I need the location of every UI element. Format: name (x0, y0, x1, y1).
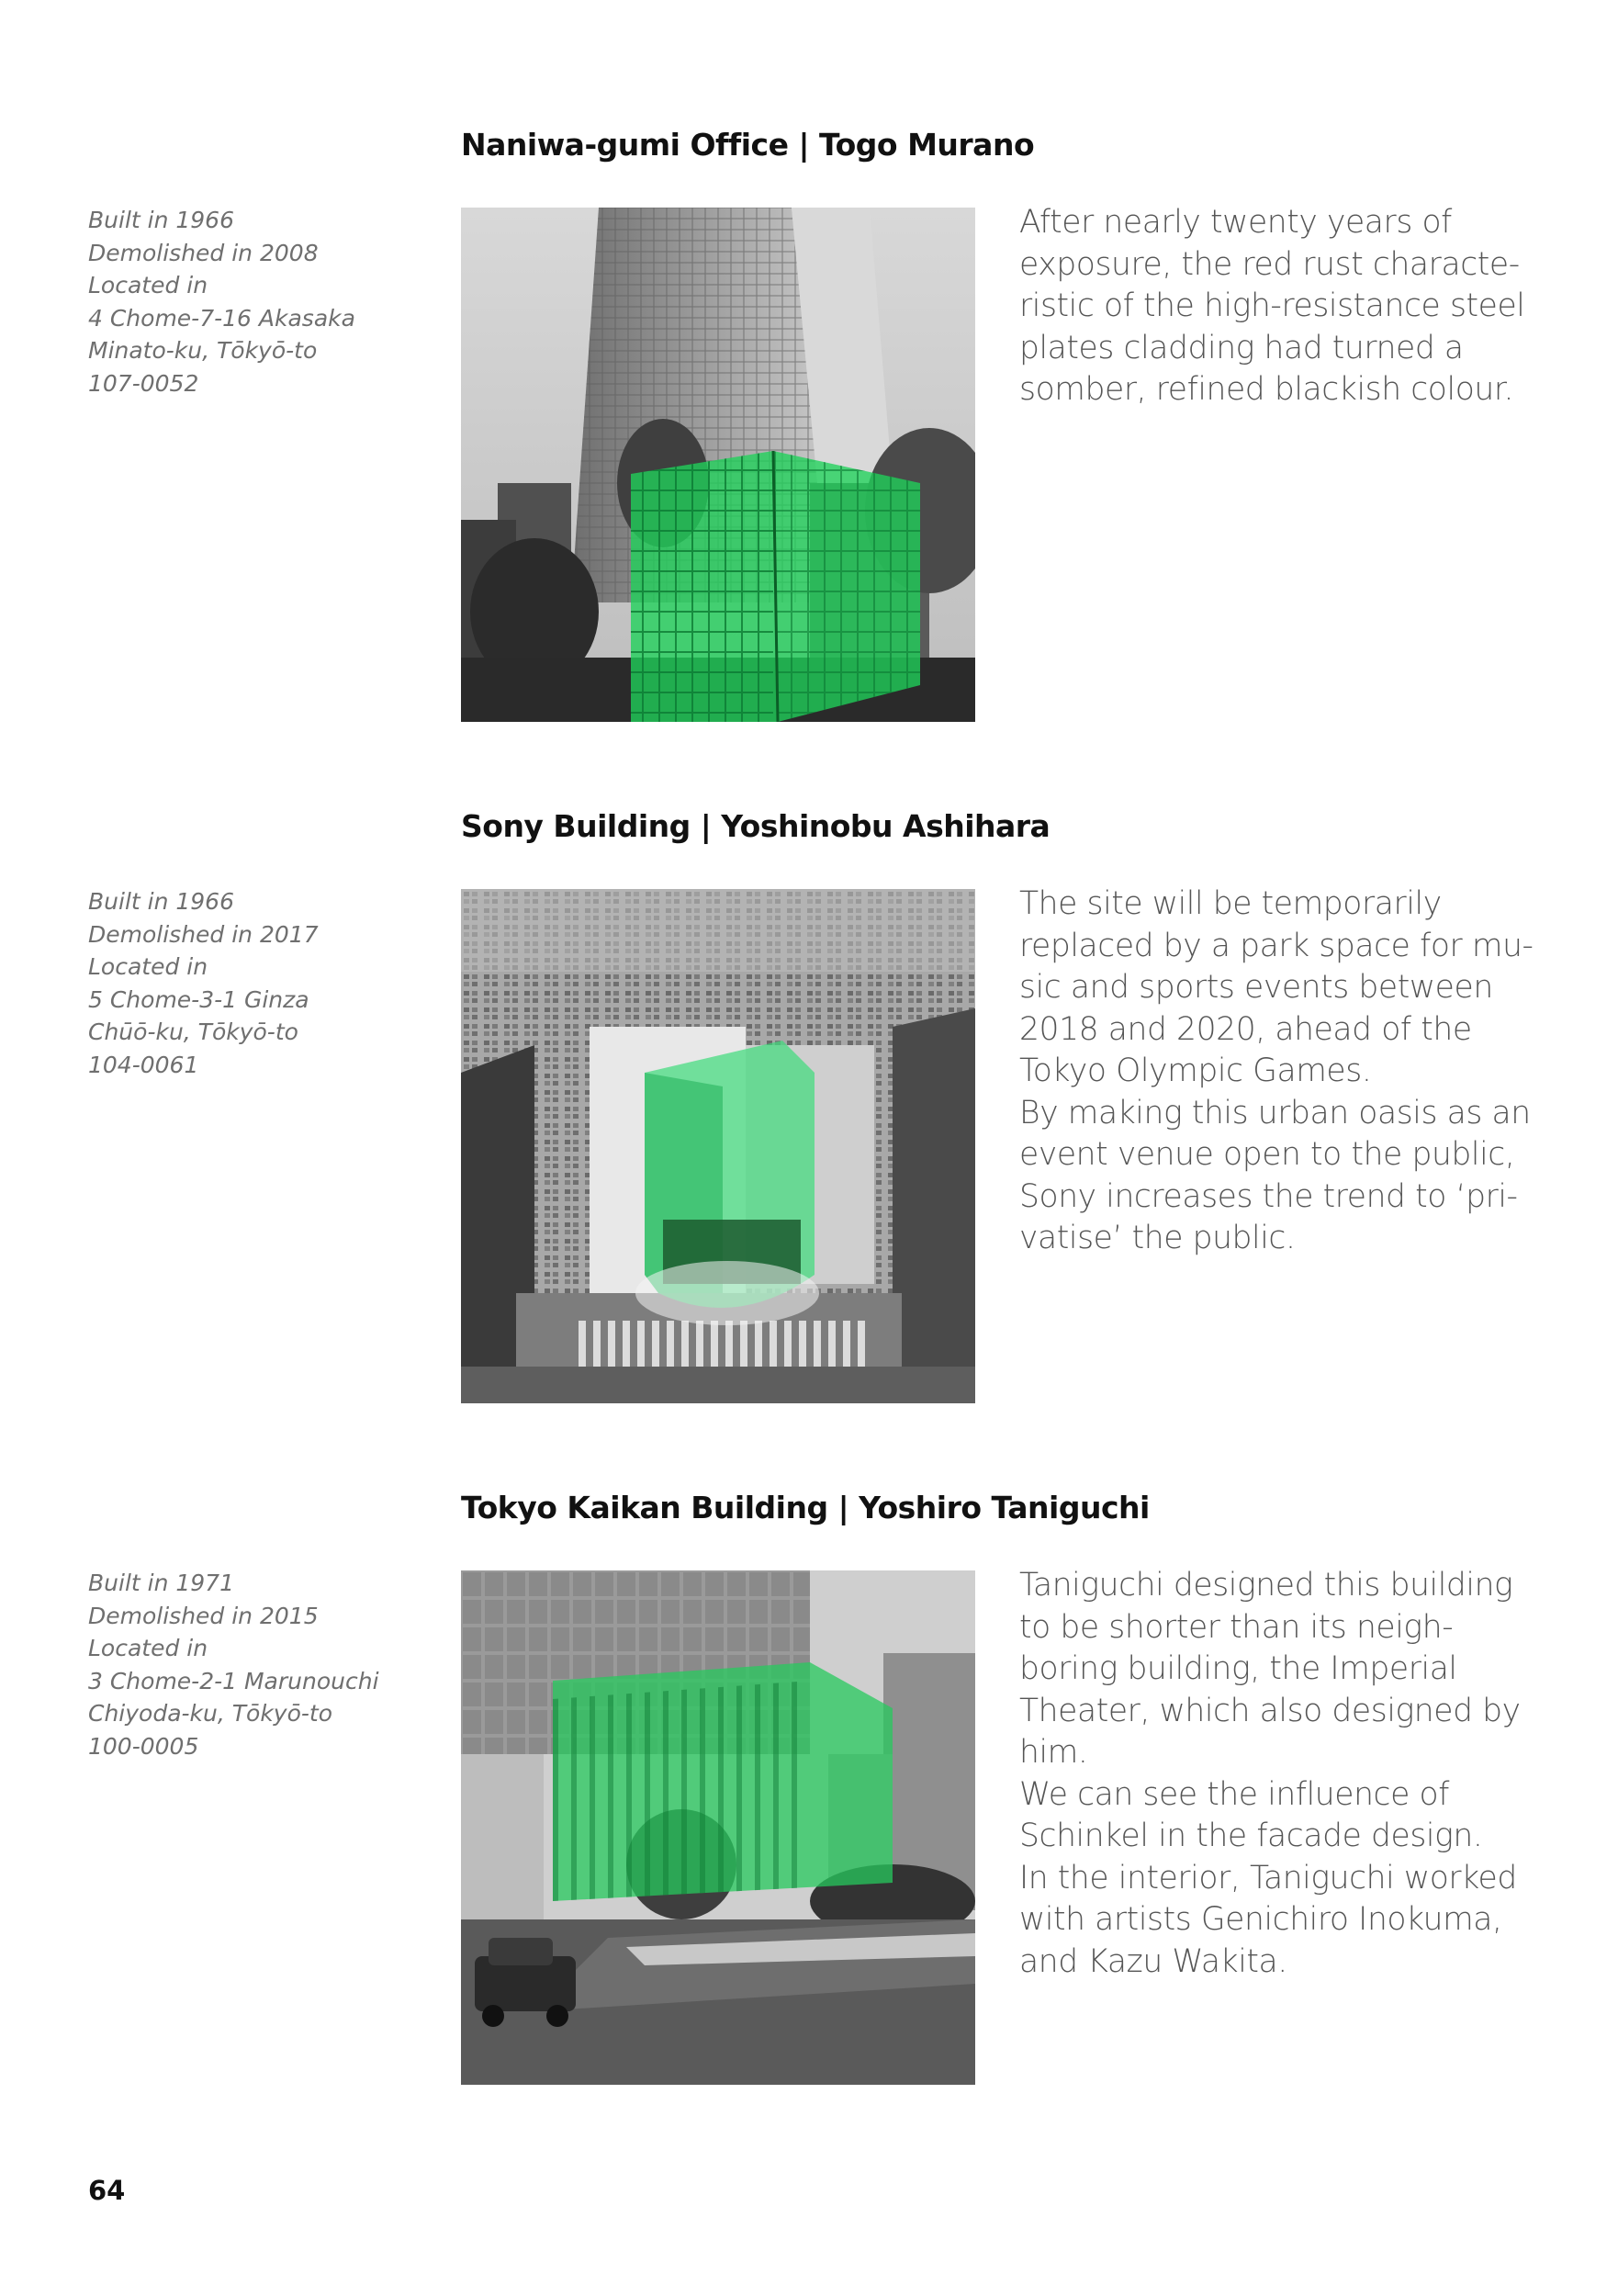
entry-title: Naniwa-gumi Office | Togo Murano (461, 127, 1035, 163)
photo-sony-building (461, 889, 975, 1403)
description-line: ristic of the high-resistance steel (1019, 287, 1525, 324)
description-line: sic and sports events between (1019, 969, 1493, 1006)
description-line: In the interior, Taniguchi worked (1019, 1859, 1517, 1896)
location-label: Located in (88, 953, 208, 980)
description-line: Theater, which also designed by (1019, 1692, 1521, 1729)
demolished-year: Demolished in 2015 (88, 1602, 319, 1629)
description-line: replaced by a park space for mu- (1019, 927, 1534, 964)
entry-metadata (88, 204, 428, 400)
built-year: Built in 1966 (88, 888, 234, 915)
address-postcode: 100-0005 (88, 1732, 199, 1760)
building-photo (461, 1570, 975, 2085)
built-year: Built in 1966 (88, 207, 234, 233)
entry-title: Sony Building | Yoshinobu Ashihara (461, 808, 1051, 844)
building-entry (0, 1488, 1618, 2094)
description-line: By making this urban oasis as an (1019, 1094, 1531, 1131)
description-line: to be shorter than its neigh- (1019, 1608, 1454, 1646)
description-line: and Kazu Wakita. (1019, 1942, 1287, 1980)
description-line: exposure, the red rust characte- (1019, 245, 1520, 283)
entry-metadata (88, 885, 428, 1081)
description-line: event venue open to the public, (1019, 1136, 1515, 1173)
description-line: boring building, the Imperial (1019, 1650, 1457, 1687)
building-entry (0, 125, 1618, 731)
address-ward: Chiyoda-ku, Tōkyō-to (88, 1700, 333, 1727)
entry-description (1019, 202, 1589, 411)
description-line: After nearly twenty years of (1019, 204, 1452, 241)
address-postcode: 107-0052 (88, 369, 199, 397)
description-line: Taniguchi designed this building (1019, 1567, 1513, 1604)
description-line: somber, refined blackish colour. (1019, 371, 1514, 408)
description-line: The site will be temporarily (1019, 885, 1442, 922)
address-ward: Minato-ku, Tōkyō-to (88, 337, 318, 364)
description-line: Tokyo Olympic Games. (1019, 1052, 1372, 1089)
page-number: 64 (88, 2175, 126, 2206)
photo-tokyo-kaikan-building (461, 1570, 975, 2085)
building-photo (461, 208, 975, 722)
address-street: 4 Chome-7-16 Akasaka (88, 304, 355, 332)
demolished-year: Demolished in 2017 (88, 920, 319, 948)
description-line: Sony increases the trend to ‘pri- (1019, 1177, 1518, 1215)
description-line: Schinkel in the facade design. (1019, 1818, 1483, 1854)
description-line: We can see the influence of (1019, 1775, 1449, 1813)
entry-description (1019, 884, 1589, 1260)
description-line: 2018 and 2020, ahead of the (1019, 1010, 1472, 1048)
description-line: with artists Genichiro Inokuma, (1019, 1901, 1502, 1938)
entry-title: Tokyo Kaikan Building | Yoshiro Taniguchi (461, 1490, 1150, 1525)
entry-description (1019, 1565, 1589, 1983)
description-line: him. (1019, 1734, 1088, 1771)
description-line: vatise’ the public. (1019, 1220, 1296, 1256)
demolished-year: Demolished in 2008 (88, 239, 319, 266)
entry-metadata (88, 1567, 428, 1762)
building-entry (0, 806, 1618, 1412)
building-photo (461, 889, 975, 1403)
photo-naniwa-gumi-office (461, 208, 975, 722)
address-street: 5 Chome-3-1 Ginza (88, 985, 309, 1013)
built-year: Built in 1971 (88, 1570, 234, 1596)
address-postcode: 104-0061 (88, 1051, 199, 1078)
address-ward: Chūō-ku, Tōkyō-to (88, 1019, 298, 1045)
location-label: Located in (88, 272, 208, 298)
description-line: plates cladding had turned a (1019, 329, 1464, 366)
address-street: 3 Chome-2-1 Marunouchi (88, 1667, 379, 1694)
location-label: Located in (88, 1635, 208, 1661)
